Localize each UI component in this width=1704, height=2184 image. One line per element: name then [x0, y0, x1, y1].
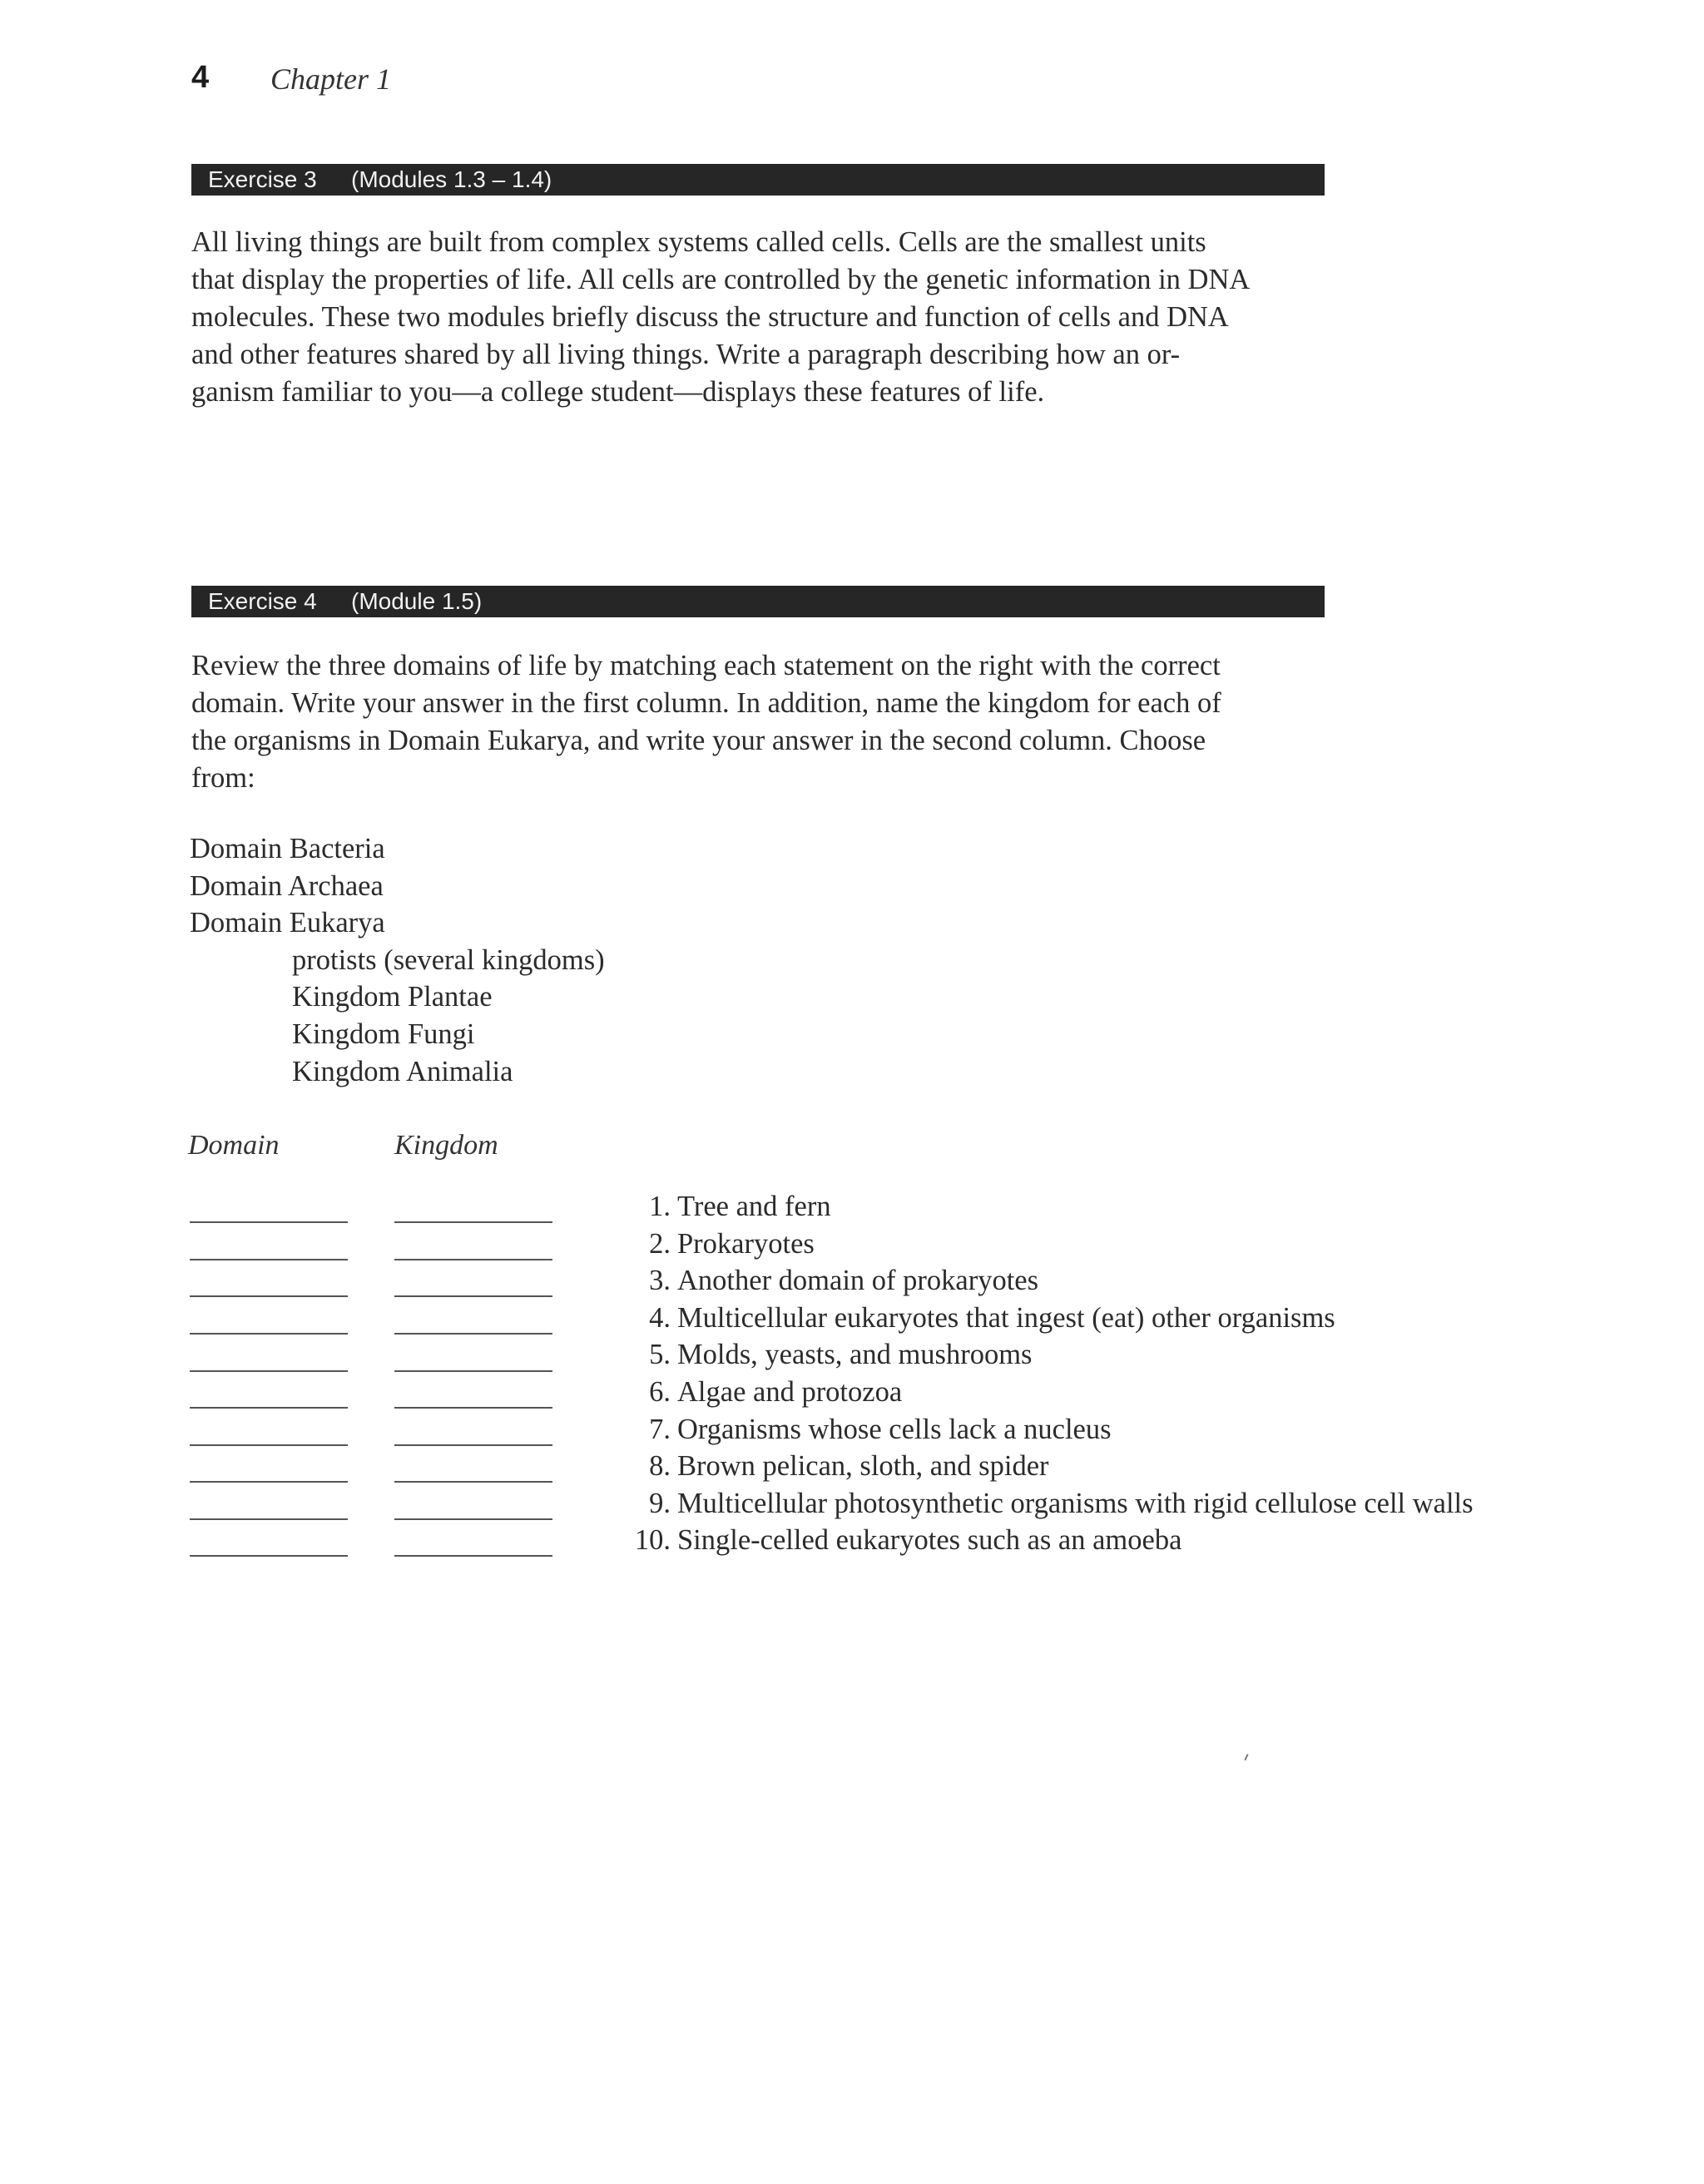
statement-text: Tree and fern — [677, 1191, 831, 1222]
kingdom-answer-blank-6[interactable] — [394, 1407, 552, 1409]
choice-kingdom-animalia: Kingdom Animalia — [292, 1055, 513, 1087]
statement-list — [616, 1188, 1474, 1559]
domain-answer-blank-3[interactable] — [190, 1295, 348, 1297]
domain-answer-blank-7[interactable] — [190, 1444, 348, 1446]
kingdom-answer-blank-1[interactable] — [394, 1221, 552, 1223]
choice-domain-bacteria: Domain Bacteria — [190, 833, 385, 864]
domain-answer-blank-2[interactable] — [190, 1259, 348, 1260]
choice-kingdom-fungi: Kingdom Fungi — [292, 1018, 475, 1050]
statement-item — [616, 1188, 1474, 1226]
statement-number: 4. — [649, 1301, 671, 1334]
paragraph-line: from: — [191, 762, 255, 794]
statement-number: 3. — [649, 1265, 671, 1297]
scan-speck — [1244, 1754, 1248, 1761]
paragraph-line: All living things are built from complex systems called cells. Cells are the smallest units — [191, 226, 1206, 258]
statement-text: Multicellular photosynthetic organisms with rigid cellulose cell walls — [677, 1487, 1474, 1519]
page-number: 4 — [191, 60, 210, 95]
domain-answer-blank-1[interactable] — [190, 1221, 348, 1223]
choice-kingdom-plantae: Kingdom Plantae — [292, 981, 493, 1013]
statement-number: 1. — [649, 1191, 671, 1222]
chapter-title: Chapter 1 — [270, 62, 392, 96]
kingdom-answer-blank-7[interactable] — [394, 1444, 552, 1446]
exercise-3-modules: (Modules 1.3 – 1.4) — [351, 166, 552, 192]
exercise-4-label: Exercise 4 — [208, 588, 317, 614]
statement-item — [616, 1374, 1474, 1411]
statement-number: 2. — [649, 1227, 671, 1260]
statement-number: 8. — [649, 1450, 671, 1483]
kingdom-answer-blank-8[interactable] — [394, 1481, 552, 1483]
paragraph-line: Review the three domains of life by matching each statement on the right with the correct — [191, 650, 1221, 681]
statement-text: Another domain of prokaryotes — [677, 1265, 1039, 1297]
exercise-4-heading-bar — [191, 586, 1325, 617]
statement-item — [616, 1226, 1474, 1263]
statement-item — [616, 1336, 1474, 1374]
kingdom-answer-blank-10[interactable] — [394, 1555, 552, 1557]
exercise-3-instructions — [191, 224, 1327, 411]
kingdom-answer-blank-2[interactable] — [394, 1259, 552, 1260]
paragraph-line: the organisms in Domain Eukarya, and write your answer in the second column. Choose — [191, 725, 1206, 756]
statement-item — [616, 1485, 1474, 1523]
paragraph-line: ganism familiar to you—a college student—displays these features of life. — [191, 376, 1045, 408]
kingdom-column-header: Kingdom — [394, 1130, 498, 1161]
statement-text: Organisms whose cells lack a nucleus — [677, 1413, 1112, 1445]
statement-text: Prokaryotes — [677, 1227, 815, 1260]
paragraph-line: domain. Write your answer in the first column. In addition, name the kingdom for each of — [191, 687, 1221, 719]
statement-item — [616, 1448, 1474, 1485]
kingdom-answer-blank-3[interactable] — [394, 1295, 552, 1297]
paragraph-line: and other features shared by all living things. Write a paragraph describing how an or- — [191, 339, 1181, 370]
statement-item — [616, 1300, 1474, 1337]
domain-column-header: Domain — [188, 1130, 280, 1161]
paragraph-line: that display the properties of life. All cells are controlled by the genetic information in DNA — [191, 264, 1251, 295]
domain-answer-blank-5[interactable] — [190, 1370, 348, 1372]
exercise-3-heading-bar — [191, 164, 1325, 196]
paragraph-line: molecules. These two modules briefly discuss the structure and function of cells and DNA — [191, 301, 1229, 333]
domain-answer-blank-4[interactable] — [190, 1333, 348, 1335]
domain-answer-blank-8[interactable] — [190, 1481, 348, 1483]
statement-number: 9. — [649, 1487, 671, 1519]
statement-item — [616, 1411, 1474, 1449]
exercise-4-modules: (Module 1.5) — [351, 588, 483, 614]
statement-item — [616, 1262, 1474, 1300]
kingdom-answer-blank-9[interactable] — [394, 1518, 552, 1520]
statement-number: 6. — [649, 1375, 671, 1408]
choice-domain-eukarya: Domain Eukarya — [190, 907, 385, 939]
domain-answer-blank-6[interactable] — [190, 1407, 348, 1409]
kingdom-answer-blank-4[interactable] — [394, 1333, 552, 1335]
statement-number: 7. — [649, 1413, 671, 1445]
statement-text: Molds, yeasts, and mushrooms — [677, 1339, 1033, 1371]
domain-answer-blank-10[interactable] — [190, 1555, 348, 1557]
statement-number: 10. — [634, 1524, 671, 1557]
statement-item — [616, 1522, 1474, 1559]
domain-answer-blank-9[interactable] — [190, 1518, 348, 1520]
exercise-3-label: Exercise 3 — [208, 166, 317, 192]
exercise-4-instructions — [191, 647, 1327, 797]
statement-number: 5. — [649, 1339, 671, 1371]
kingdom-answer-blank-5[interactable] — [394, 1370, 552, 1372]
statement-text: Brown pelican, sloth, and spider — [677, 1450, 1049, 1483]
choice-protists: protists (several kingdoms) — [292, 943, 605, 976]
choice-list — [190, 830, 605, 1090]
statement-text: Single-celled eukaryotes such as an amoeba — [677, 1524, 1182, 1557]
statement-text: Multicellular eukaryotes that ingest (eat) other organisms — [677, 1301, 1335, 1334]
choice-domain-archaea: Domain Archaea — [190, 869, 384, 902]
statement-text: Algae and protozoa — [677, 1375, 903, 1408]
